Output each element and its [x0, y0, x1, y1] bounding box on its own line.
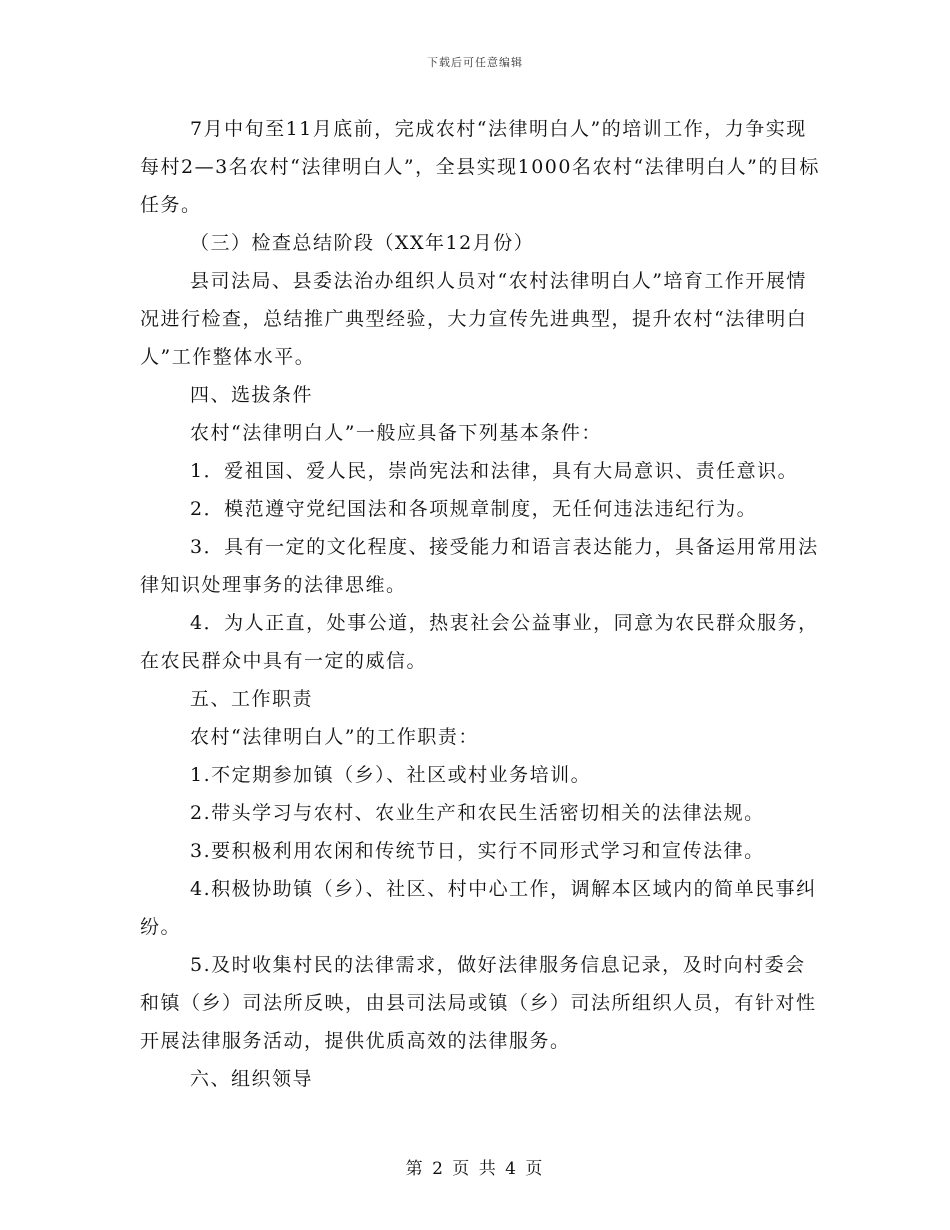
heading-organization: 六、组织领导 [190, 1068, 314, 1090]
page-header-note: 下载后可任意编辑 [427, 56, 523, 69]
page-footer-number: 第 2 页 共 4 页 [405, 1159, 545, 1179]
duty-item-2: 2.带头学习与农村、农业生产和农民生活密切相关的法律法规。 [190, 802, 765, 824]
paragraph-training-schedule: 7月中旬至11月底前，完成农村“法律明白人”的培训工作，力争实现每村2—3名农村“法律明白人”，全县实现1000名农村“法律明白人”的目标任务。 [140, 118, 820, 216]
duty-item-3: 3.要积极利用农闲和传统节日，实行不同形式学习和宣传法律。 [190, 840, 765, 862]
duty-item-4: 4.积极协助镇（乡）、社区、村中心工作，调解本区域内的简单民事纠纷。 [140, 878, 817, 938]
heading-selection-criteria: 四、选拔条件 [190, 384, 314, 406]
duty-item-5: 5.及时收集村民的法律需求，做好法律服务信息记录，及时向村委会和镇（乡）司法所反映，由县司法局或镇（乡）司法所组织人员，有针对性开展法律服务活动，提供优质高效的法律服务。 [140, 954, 817, 1052]
duty-item-1: 1.不定期参加镇（乡）、社区或村业务培训。 [190, 764, 592, 786]
criteria-item-1: 1．爱祖国、爱人民，崇尚宪法和法律，具有大局意识、责任意识。 [190, 460, 799, 482]
criteria-item-2: 2．模范遵守党纪国法和各项规章制度，无任何违法违纪行为。 [190, 498, 758, 520]
paragraph-duties-intro: 农村“法律明白人”的工作职责： [190, 726, 479, 748]
paragraph-criteria-intro: 农村“法律明白人”一般应具备下列基本条件： [190, 422, 602, 444]
heading-review-phase: （三）检查总结阶段（XX年12月份） [190, 232, 535, 254]
heading-duties: 五、工作职责 [190, 688, 314, 710]
document-body [140, 110, 820, 1098]
paragraph-review-phase: 县司法局、县委法治办组织人员对“农村法律明白人”培育工作开展情况进行检查，总结推广典型经验，大力宣传先进典型，提升农村“法律明白人”工作整体水平。 [140, 270, 808, 368]
criteria-item-4: 4．为人正直，处事公道，热衷社会公益事业，同意为农民群众服务，在农民群众中具有一定的威信。 [140, 612, 819, 672]
criteria-item-3: 3．具有一定的文化程度、接受能力和语言表达能力，具备运用常用法律知识处理事务的法律思维。 [140, 536, 819, 596]
